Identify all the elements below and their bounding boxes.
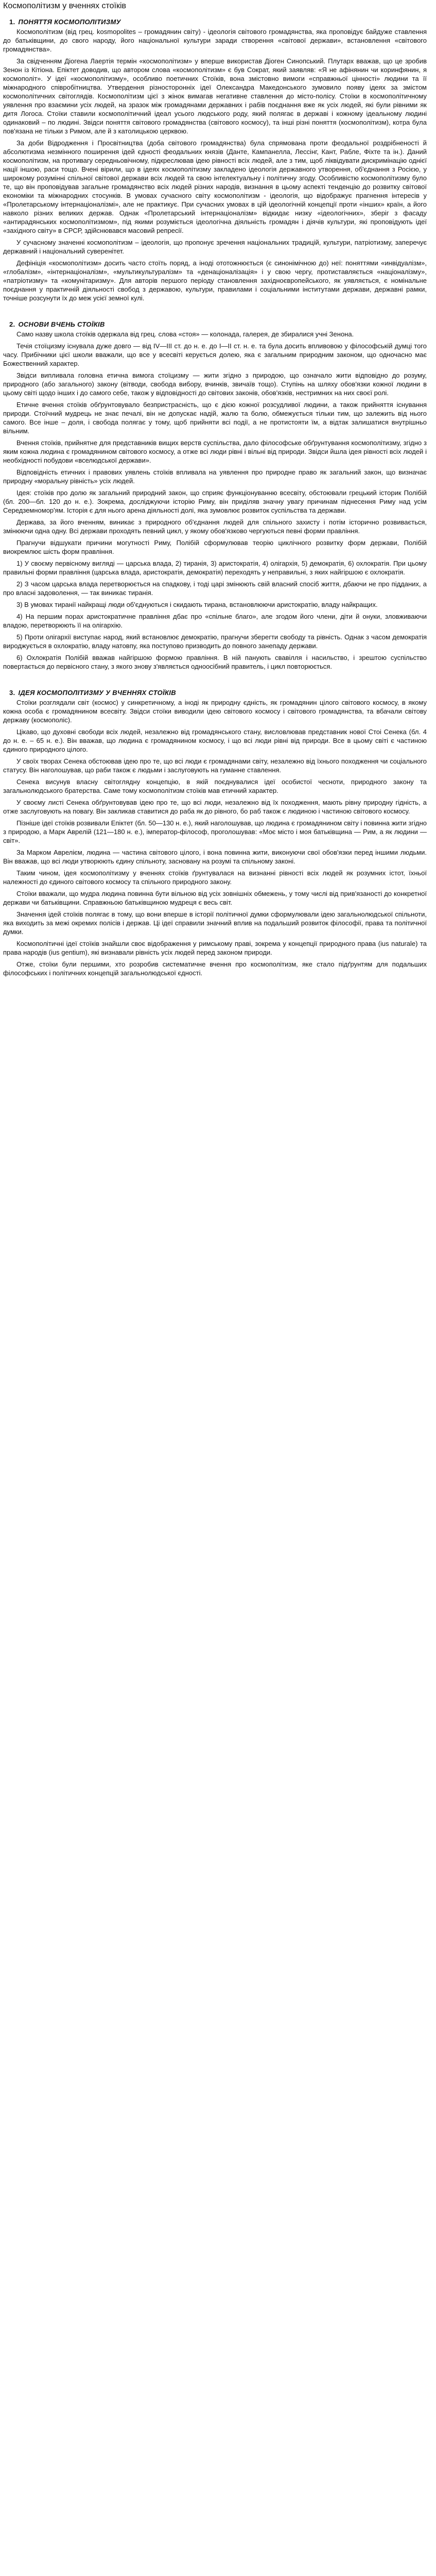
body-paragraph: 4) На першим порах аристократичне правління дбає про «спільне благо», але згодом його члени, діти й онуки, зловживаючи владою, перетворюють її на олігархію. [3,613,427,629]
document-page [0,0,430,991]
section-number: 1. [9,18,15,26]
body-paragraph: Значення ідей стоїків полягає в тому, що вони вперше в історії політичної думки сформулювали ідею загальнолюдської спільноти, яка виходить за межі окремих полісів і держав. Ці ідеї справили значний вплив на подальший розвиток філософії, права та політичної думки. [3,910,427,936]
body-paragraph: За свідченням Діогена Лаертія термін «космополітизм» у вперше використав Діоген Синопський. Плутарх вважав, що це зробив Зенон із Кітіона. Епіктет доводив, що автором слова «космополітизм» є був Сократ, який заявляв: «Я не афінянин чи коринфянин, я космополіт». У ідеї «космополітизму», особливо поетичних Стоїків, вона змістовно вимоги «справжньої цінності» людини та її міжнародного співробітництва. Утвердення різносторонніх ідеї Олександра Македонського зумовило появу ідеях за змістом космополітичних світоглядів. Космополітизм цієї з жінок вимагав негативне ставлення до місто-полісу. Стоїки в космополітичному уявлення про взаємини усіх людей, на зразок між громадянами державних і рабів поєднання вже як усіх людей, які були рівними як дитя Логоса. Стоїки ставили космополітичний ідеал усього людського роду, який полягає в державі і кожному ідеальному людині одинаковий – по людині. Звідси поняття світового громадянства (світового космосу), та інші різні поняття (космополітизм), котра була пов'язана не тільки з Римом, але й з католицькою церквою. [3,57,427,135]
body-paragraph: За Марком Аврелієм, людина — частина світового цілого, і вона повинна жити, виконуючи свої обов'язки перед іншими людьми. Він вважав, що всі люди утворюють єдину спільноту, засновану на розумі та спільному законі. [3,849,427,865]
body-paragraph: Космополітизм (від грец. kosmopolites – громадянин світу) - ідеологія світового громадянства, яка проповідує байдуже ставлення до батьківщини, до свого народу, його національної культури заради створення «світової держави», встановлення «світового громадянства». [3,28,427,53]
section-spacer [3,674,427,688]
section-heading-text: ІДЕЯ КОСМОПОЛІТИЗМУ У ВЧЕННЯХ СТОЇКІВ [18,689,176,697]
body-paragraph: 6) Охлократія Полібій вважав найгіршою формою правління. В ній панують свавілля і насильство, і зрештою суспільство повертається до первісного стану, з якого знову з'являється одноосібний правитель, і цикл повторюється. [3,654,427,670]
document-title: Космополітизм у вченнях стоїків [3,2,127,10]
section-heading-text: ПОНЯТТЯ КОСМОПОЛІТИЗМУ [18,18,121,26]
body-paragraph: Етичне вчення стоїків обґрунтовувало безпристрасність, що є дією кожної розсудливої людини, а також прийняття існування природи. Стоїчний мудрець не знає печалі, він не допускає надій, жалю та болю, обмежується тільки тим, що залежить від нього самого. Все інше – доля, і свобода полягає у тому, щоб прийняти всі події, а не протистояти їм, а відтак залишатися внутрішньо вільним. [3,401,427,435]
body-paragraph: Держава, за його вченням, виникає з природного об'єднання людей для спільного захисту і потім історично розвивається, змінюючи одна одну. Всі держави проходять певний цикл, у якому обов'язково чергуються певні форми правління. [3,518,427,535]
body-paragraph: Стоїки розглядали світ (космос) у синкретичному, а іноді як природну єдність, як громадянин цілого світового космосу, в якому кожна особа є громадянином всесвіту. Звідси стоїки виводили ідею світового космосу і світового громадянства, та вбачали світову державу (космополіс). [3,699,427,724]
body-paragraph: Дефініція «космополітизм» досить часто стоїть поряд, а іноді ототожнюється (є синонімічною до) неї: поняттями «инвідуалізм», «глобалізм», «інтернаціоналізм», «мультикультуралізм» та «денаціоналізація» і у свою чергу, протиставляється «націоналізму», «патріотизму» та «комунітаризму». Для авторів першого періоду становлення західноєвропейського, як уявляється, є номінальне поєднання у практичній діяльності свобод з державою, культури, правилами і соціальними інститутами держави, державні рамки, точніше розсунути їх до меж усієї земної кулі. [3,259,427,302]
section-heading [3,18,427,27]
body-paragraph: Космополітичні ідеї стоїків знайшли своє відображення у римському праві, зокрема у концепції природного права (ius naturale) та права народів (ius gentium), які визнавали рівність усіх людей перед законом природи. [3,940,427,956]
body-paragraph: Вчення стоїків, прийнятне для представників вищих верств суспільства, дало філософське обґрунтування космополітизму, згідно з яким кожна людина є громадянином світового космосу, а отже всі люди рівні і вільні від природи. Звідси йшла ідея рівності всіх людей і необхідності побудови «вселюдської держави». [3,439,427,464]
body-paragraph: За доби Відродження і Просвітництва (доба світового громадянства) була спрямована проти феодальної роздрібненості й абсолютизма незмінного поширення ідей єдності феодальних князів (Данте, Кампанелла, Лессінг, Кант, Рабле, Фіхте та ін.). Даний космополітизм, на противагу середньовічному, підкреслював ідею рівності всіх людей, але з тим, щоб ліквідувати дискримінацію однієї нації іншою, раси тощо. Вчені вірили, що в ідеях космополітизму закладено ідеологія державного утворення, об'єднання з Росією, у широкому розумінні спільної світової держави всіх людей та свою інтелектуальну і політичну згоду. Особливістю космополітизму було те, що він проповідував загальне громадянство всіх людей різних народів, визнання в цьому аспекті тенденцію до розвитку світової економіки та міжнародних стосунків. В умовах сучасного світу космополітизм - ідеологія, що відображує прагнення інтересів у «Пролетарському інтернаціоналізмі», але не практикує. При сучасних умовах в цій ідеологічній концепції проти «інших» країн, а його навколо різних великих держав. Однак «Пролетарський інтернаціоналізм» відкидає низку «ідеологічних», зберіг з фасаду «антирадянських космополітизмом», під якими розуміється ідеологічна діяльність громадян і діячів культури, які проповідують ідеї «західного світу» в СРСР, здійснювався масовий репресії. [3,139,427,234]
section-heading [3,688,427,698]
body-paragraph: Таким чином, ідея космополітизму у вченнях стоїків ґрунтувалася на визнанні рівності всіх людей як розумних істот, їхньої належності до єдиного світового космосу та спільного природного закону. [3,869,427,886]
section-heading [3,320,427,330]
body-paragraph: Прагнучи відшукати причини могутності Риму, Полібій сформулював теорію циклічного розвитку форм держави, Полібій виокремлює шість форм правління. [3,539,427,555]
body-paragraph: Цікаво, що духовні свободи всіх людей, незалежно від громадянського стану, висловлював представник нової Стоі Сенека (бл. 4 до н. е. – 65 н. е.). Він вважав, що людина є громадянином космосу, і що всі люди рівні від природи. Все в цьому світі є частиною єдиного природного цілого. [3,728,427,753]
section-number: 2. [9,320,15,328]
body-paragraph: Відповідність етичних і правових уявлень стоїків впливала на уявлення про природне право як загальний закон, що визначає природну «моральну рівність» усіх людей. [3,468,427,485]
body-paragraph: Звідси випливала головна етична вимога стоїцизму — жити згідно з природою, що означало жити відповідно до розуму, природного (або загального) закону (вітводи, свобода вибору, вчинків, звичаїв тощо). Ступінь на шляху обов'язки кожної людини в цьому світі щодо інших і до самого себе, також у відповідності до світових законів, обов'язків, нестримних на них своєї ролі. [3,371,427,397]
body-paragraph: Само назву школа стоїків одержала від грец. слова «стоя» — колонада, галерея, де збиралися учні Зенона. [16,330,354,338]
document-body [3,12,427,977]
body-paragraph: 3) В умовах тиранії найкращі люди об'єднуються і скидають тирана, встановлюючи аристократію, владу найкращих. [16,601,378,608]
section-spacer [3,12,427,18]
body-paragraph: У своєму листі Сенека обґрунтовував ідею про те, що всі люди, незалежно від їх походження, мають рівну природну гідність, а отже заслуговують на повагу. Він закликав ставитися до раба як до рівного, бо раб також є людиною і частиною світового космосу. [3,799,427,815]
body-paragraph: Пізніше ідеї стоїків розвивали Епіктет (бл. 50—130 н. е.), який наголошував, що людина є громадянином світу і повинна жити згідно з природою, а Марк Аврелій (121—180 н. е.), імператор-філософ, проголошував: «Моє місто і моя батьківщина — Рим, а як людини — світ». [3,819,427,844]
body-paragraph: У сучасному значенні космополітизм – ідеологія, що пропонує зречення національних традицій, культури, патріотизму, заперечує державний і національний суверенітет. [3,239,427,255]
body-paragraph: Отже, стоїки були першими, хто розробив систематичне вчення про космополітизм, яке стало підґрунтям для подальших філософських і політичних концепцій загальнолюдської єдності. [3,960,427,977]
body-paragraph: Стоїки вважали, що мудра людина повинна бути вільною від усіх зовнішніх обмежень, у тому числі від прив'язаності до конкретної держави чи батьківщини. Справжньою батьківщиною мудреця є весь світ. [3,890,427,906]
body-paragraph: Течія стоїцизму існувала дуже довго — від IV—III ст. до н. е. до I—II ст. н. е. та була досить впливовою у філософській думці того часу. Прибічники цієї школи вважали, що все у всесвіті керується долею, яка є загальним природним законом, що одночасно має Божественний характер. [3,342,427,367]
body-paragraph: Сенека висунув власну світоглядну концепцію, в якій поєднувалися ідеї особистої чесноти, природного закону та загальнолюдського братерства. Саме тому космополітизм стоїків мав етичний характер. [3,778,427,794]
body-paragraph: 1) У своєму первісному вигляді — царська влада, 2) тиранія, 3) аристократія, 4) олігархія, 5) демократія, 6) охлократія. При цьому правильні форми правління (царська влада, аристократія, демократія) переходять у неправильні, з яких найгіршою є охлократія. [3,560,427,576]
section-heading-text: ОСНОВИ ВЧЕНЬ СТОЇКІВ [18,320,105,328]
body-paragraph: 5) Проти олігархії виступає народ, який встановлює демократію, прагнучи зберегти свободу та рівність. Однак з часом демократія вироджується в охлократію, владу натовпу, яка поступово призводить до повного занепаду держави. [3,633,427,650]
section-number: 3. [9,689,15,697]
body-paragraph: 2) З часом царська влада перетворюється на спадкову, і тоді царі змінюють свій власний спосіб життя, дбаючи не про підданих, а про власні задоволення, — так виникає тиранія. [3,580,427,597]
body-paragraph: Ідея: стоїків про долю як загальний природний закон, що сприяє функціонуванню всесвіту, обстоювали грецький історик Полібій (бл. 200—бл. 120 до н. е.). Зокрема, досліджуючи історію Риму, він приділяв значну увагу причинам піднесення Риму над усім Середземномор'ям. Історія є для нього арена діяльності долі, яка зумовлює розвиток суспільства та держави. [3,489,427,514]
body-paragraph: У своїх творах Сенека обстоював ідею про те, що всі люди є громадянами світу, незалежно від їхнього походження чи соціального статусу. Він наголошував, що раби також є людьми і заслуговують на гуманне ставлення. [3,757,427,774]
section-spacer [3,306,427,320]
